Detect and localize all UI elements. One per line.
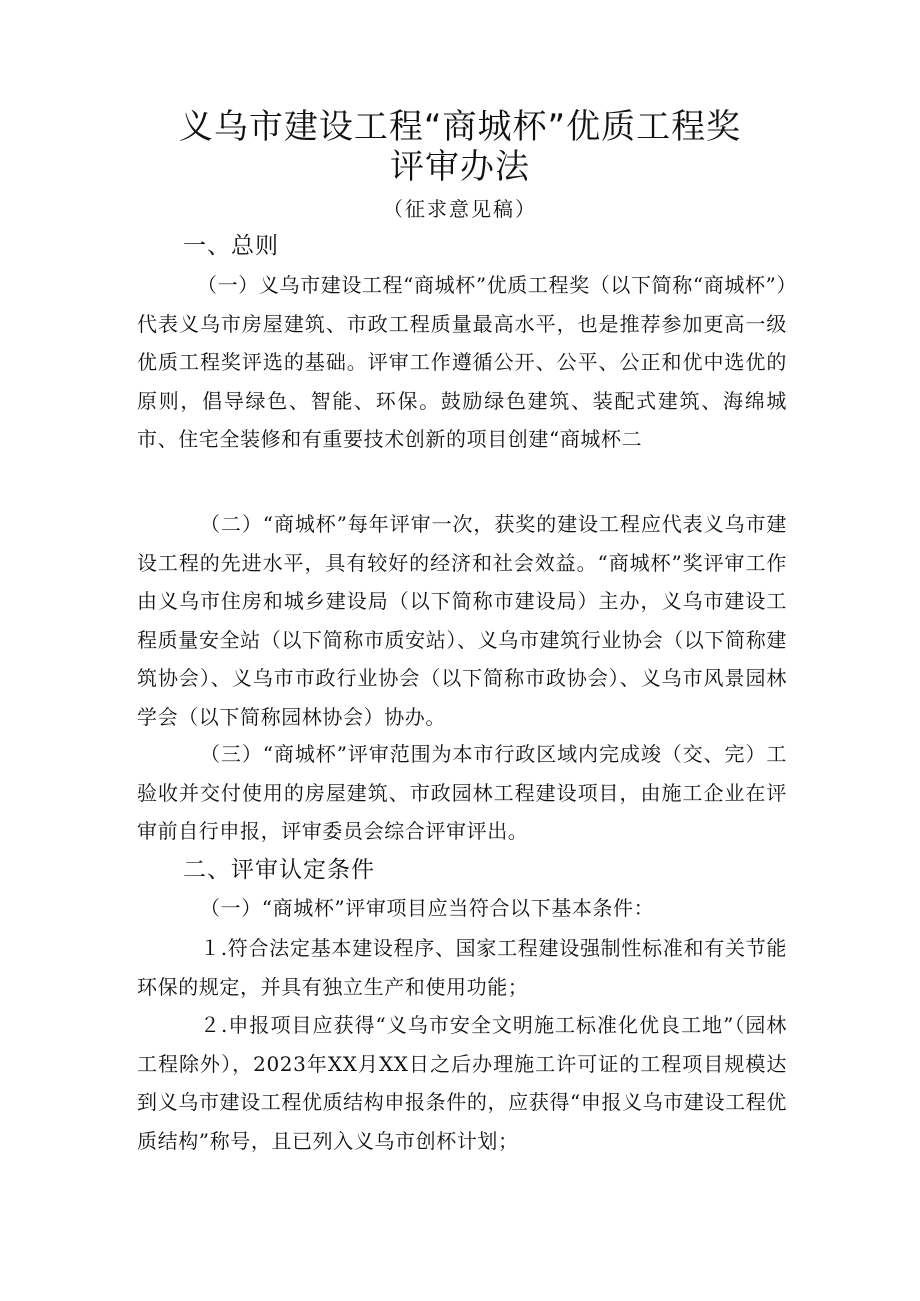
paragraph: （三）“商城杯”评审范围为本市行政区域内完成竣（交、完）工验收并交付使用的房屋建筑、市政园林工程建设项目，由施工企业在评审前自行申报，评审委员会综合评审评出。 (137, 742, 787, 843)
paragraph: （一）义乌市建设工程“商城杯”优质工程奖（以下简称“商城杯”）代表义乌市房屋建筑、市政工程质量最高水平，也是推荐参加更高一级优质工程奖评选的基础。评审工作遵循公开、公平、公正和优中选优的原则，倡导绿色、智能、环保。鼓励绿色建筑、装配式建筑、海绵城市、住宅全装修和有重要技术创新的项目创建“商城杯二 (137, 273, 787, 451)
paragraph: ２.申报项目应获得“义乌市安全文明施工标准化优良工地”（园林工程除外），2023年XX月XX日之后办理施工许可证的工程项目规模达到义乌市建设工程优质结构申报条件的，应获得“申报义乌市建设工程优质结构”称号，且已列入义乌市创杯计划； (137, 1013, 787, 1153)
document-title-line1: 义乌市建设工程“商城杯”优质工程奖 (178, 107, 742, 147)
section-heading-general: 一、总则 (183, 233, 279, 259)
paragraph: （一）“商城杯”评审项目应当符合以下基本条件： (200, 896, 655, 920)
document-title-line2: 评审办法 (390, 147, 530, 187)
section-heading-criteria: 二、评审认定条件 (183, 857, 375, 883)
document-subtitle: （征求意见稿） (383, 197, 537, 221)
paragraph: １.符合法定基本建设程序、国家工程建设强制性标准和有关节能环保的规定，并具有独立生产和使用功能； (137, 936, 787, 999)
paragraph: （二）“商城杯”每年评审一次，获奖的建设工程应代表义乌市建设工程的先进水平，具有较好的经济和社会效益。“商城杯”奖评审工作由义乌市住房和城乡建设局（以下简称市建设局）主办，义乌市建设工程质量安全站（以下简称市质安站）、义乌市建筑行业协会（以下简称建筑协会）、义乌市市政行业协会（以下简称市政协会）、义乌市风景园林学会（以下简称园林协会）协办。 (137, 512, 787, 729)
